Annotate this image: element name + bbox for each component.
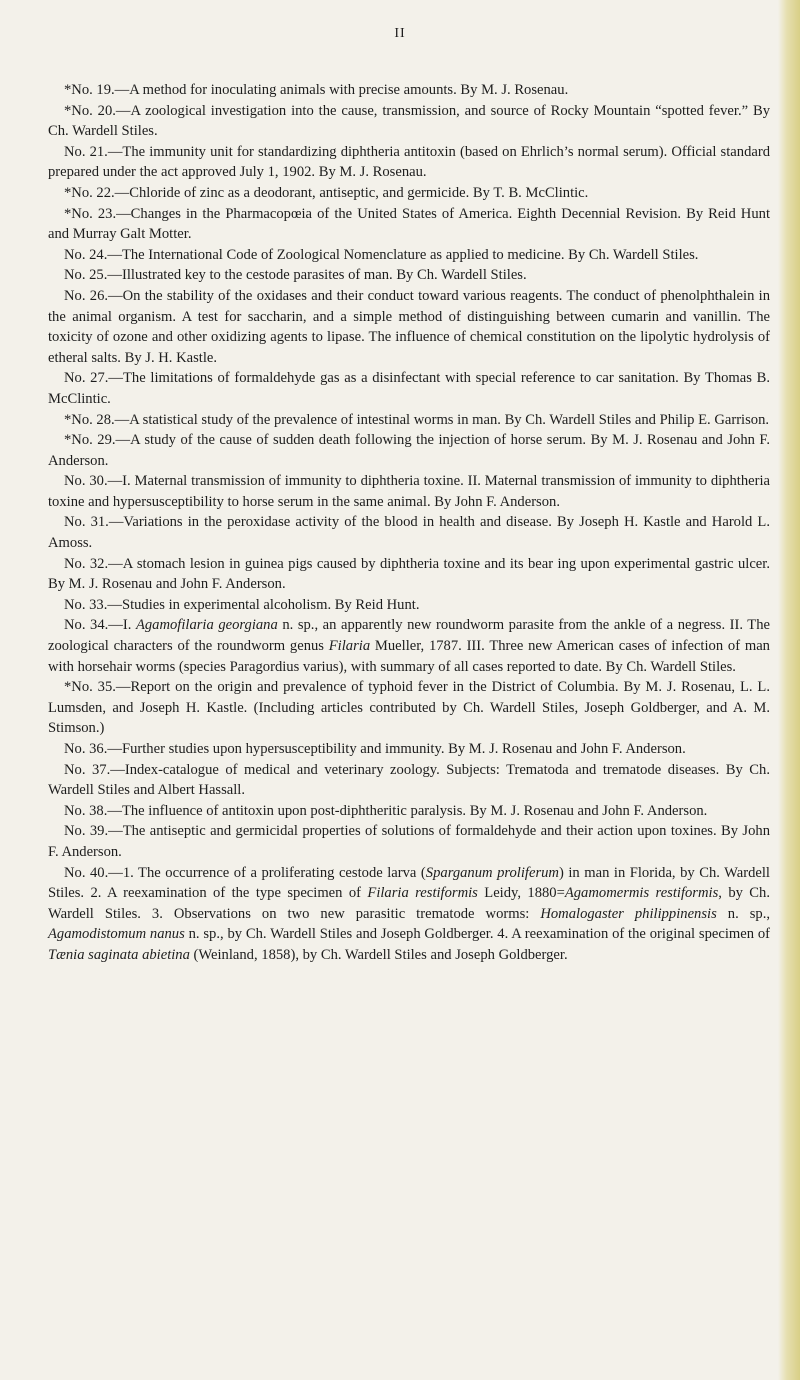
bulletin-list <box>48 80 770 966</box>
bulletin-entry-40: No. 40.—1. The occurrence of a proliferating cestode larva (Sparganum proliferum) in man in Florida, by Ch. Wardell Stiles. 2. A reexamination of the type specimen of Filaria restiformis Leidy, 1880=Agamomermis restiformis, by Ch. Wardell Stiles. 3. Observations on two new parasitic trematode worms: Homalogaster philippinensis n. sp., Agamodistomum nanus n. sp., by Ch. Wardell Stiles and Joseph Goldberger. 4. A reexamination of the original specimen of Tænia saginata abietina (Weinland, 1858), by Ch. Wardell Stiles and Joseph Goldberger. <box>48 864 771 963</box>
bulletin-entry-24: No. 24.—The International Code of Zoological Nomenclature as applied to medicine. By Ch. Wardell Stiles. <box>64 246 699 263</box>
bulletin-entry-39: No. 39.—The antiseptic and germicidal properties of solutions of formaldehyde and their action upon toxines. By John F. Anderson. <box>48 823 770 860</box>
bulletin-entry-34: No. 34.—I. Agamofilaria georgiana n. sp., an apparently new roundworm parasite from the ankle of a negress. II. The zoological characters of the roundworm genus Filaria Mueller, 1787. III. Three new American cases of infection of man with horsehair worms (species Paragordius varius), with summary of all cases reported to date. By Ch. Wardell Stiles. <box>48 617 770 675</box>
bulletin-entry-37: No. 37.—Index-catalogue of medical and veterinary zoology. Subjects: Trematoda and trematode diseases. By Ch. Wardell Stiles and Albert Hassall. <box>48 761 770 799</box>
bulletin-entry-29: *No. 29.—A study of the cause of sudden death following the injection of horse serum. By M. J. Rosenau and John F. Anderson. <box>48 432 770 469</box>
bulletin-entry-32: No. 32.—A stomach lesion in guinea pigs caused by diphtheria toxine and its bear ing upon experimental gastric ulcer. By M. J. Rosenau and John F. Anderson. <box>48 555 770 593</box>
bulletin-entry-25: No. 25.—Illustrated key to the cestode parasites of man. By Ch. Wardell Stiles. <box>64 267 527 284</box>
bulletin-entry-38: No. 38.—The influence of antitoxin upon post-diphtheritic paralysis. By M. J. Rosenau and John F. Anderson. <box>64 802 708 819</box>
bulletin-entry-35: *No. 35.—Report on the origin and prevalence of typhoid fever in the District of Columbia. By M. J. Rosenau, L. L. Lumsden, and Joseph H. Kastle. (Including articles contributed by Ch. Wardell Stiles, Joseph Goldberger, and A. M. Stimson.) <box>48 679 770 737</box>
bulletin-entry-22: *No. 22.—Chloride of zinc as a deodorant, antiseptic, and germicide. By T. B. McClintic. <box>64 184 589 201</box>
bulletin-entry-30: No. 30.—I. Maternal transmission of immunity to diphtheria toxine. II. Maternal transmission of immunity to diphtheria toxine and hypersusceptibility to horse serum in the same animal. By John F. Anderson. <box>48 473 770 510</box>
bulletin-entry-36: No. 36.—Further studies upon hypersusceptibility and immunity. By M. J. Rosenau and John F. Anderson. <box>64 741 686 757</box>
bulletin-entry-19: *No. 19.—A method for inoculating animals with precise amounts. By M. J. Rosenau. <box>64 82 569 98</box>
bulletin-entry-27: No. 27.—The limitations of formaldehyde gas as a disinfectant with special reference to car sanitation. By Thomas B. McClintic. <box>48 370 770 407</box>
page-edge-discoloration <box>778 0 800 1380</box>
page-number: II <box>394 26 406 41</box>
bulletin-entry-33: No. 33.—Studies in experimental alcoholism. By Reid Hunt. <box>64 596 420 613</box>
bulletin-entry-26: No. 26.—On the stability of the oxidases and their conduct toward various reagents. The conduct of phenolphthalein in the animal organism. A test for saccharin, and a simple method of distinguishing between cumarin and vanillin. The toxicity of ozone and other oxidizing agents to lipase. The influence of chemical constitution on the lipolytic hydrolysis of etheral salts. By J. H. Kastle. <box>48 287 770 366</box>
bulletin-entry-20: *No. 20.—A zoological investigation into the cause, transmission, and source of Rocky Mountain “spotted fever.” By Ch. Wardell Stiles. <box>48 102 770 140</box>
bulletin-entry-31: No. 31.—Variations in the peroxidase activity of the blood in health and disease. By Joseph H. Kastle and Harold L. Amoss. <box>48 514 770 552</box>
bulletin-entry-28: *No. 28.—A statistical study of the prevalence of intestinal worms in man. By Ch. Wardell Stiles and Philip E. Garrison. <box>64 411 770 428</box>
bulletin-entry-21: No. 21.—The immunity unit for standardizing diphtheria antitoxin (based on Ehrlich’s normal serum). Official standard prepared under the act approved July 1, 1902. By M. J. Rosenau. <box>48 143 770 181</box>
bulletin-entry-23: *No. 23.—Changes in the Pharmacopœia of the United States of America. Eighth Decennial Revision. By Reid Hunt and Murray Galt Motter. <box>48 205 770 243</box>
